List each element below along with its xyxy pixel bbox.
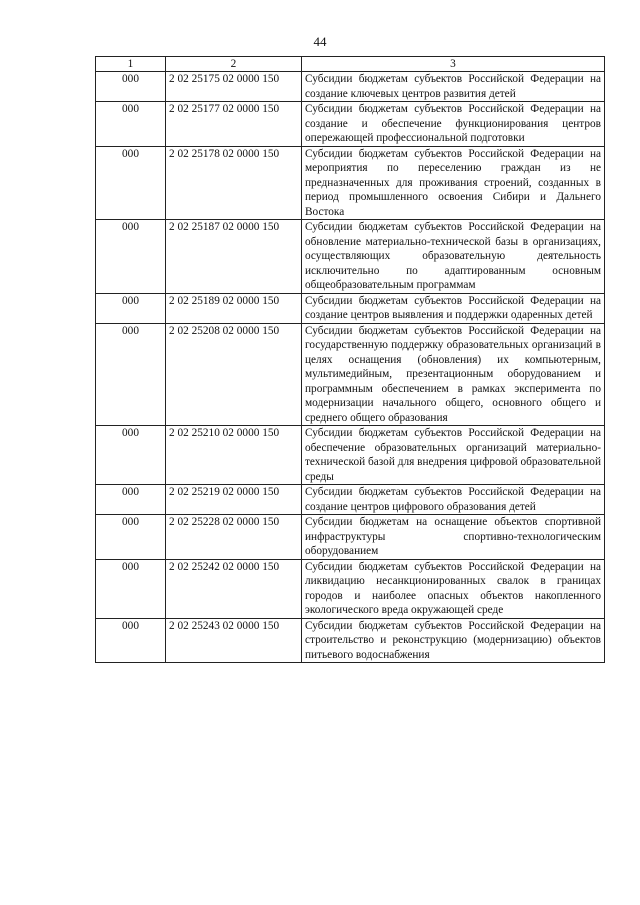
revenue-description: Субсидии бюджетам субъектов Российской Федерации на обновление материально-технической базы в организациях, осуществляющих образовательную деятельность исключительно по адаптированным основным общеобразовательным программам — [302, 220, 605, 294]
table-row — [96, 618, 605, 663]
table-row — [96, 323, 605, 426]
table-row — [96, 485, 605, 515]
admin-code: 000 — [96, 485, 166, 515]
revenue-code: 2 02 25187 02 0000 150 — [166, 220, 302, 294]
revenue-description: Субсидии бюджетам субъектов Российской Федерации на государственную поддержку образовательных организаций в целях оснащения (обновления) их компьютерным, мультимедийным, презентационным оборудованием и программным обеспечением в рамках эксперимента по модернизации начального общего, основного общего и среднего общего образования — [302, 323, 605, 426]
revenue-description: Субсидии бюджетам субъектов Российской Федерации на мероприятия по переселению граждан из не предназначенных для проживания строений, созданных в период промышленного освоения Сибири и Дальнего Востока — [302, 146, 605, 220]
revenue-code: 2 02 25243 02 0000 150 — [166, 618, 302, 663]
table-row — [96, 220, 605, 294]
revenue-description: Субсидии бюджетам субъектов Российской Федерации на обеспечение образовательных организаций материально-технической базой для внедрения цифровой образовательной среды — [302, 426, 605, 485]
table-row — [96, 102, 605, 147]
admin-code: 000 — [96, 102, 166, 147]
admin-code: 000 — [96, 72, 166, 102]
revenue-description: Субсидии бюджетам субъектов Российской Федерации на ликвидацию несанкционированных свалок в границах городов и наиболее опасных объектов накопленного экологического вреда окружающей среде — [302, 559, 605, 618]
revenue-description: Субсидии бюджетам субъектов Российской Федерации на создание и обеспечение функционирования центров опережающей профессиональной подготовки — [302, 102, 605, 147]
revenue-code: 2 02 25175 02 0000 150 — [166, 72, 302, 102]
revenue-code: 2 02 25208 02 0000 150 — [166, 323, 302, 426]
table-row — [96, 515, 605, 560]
revenue-code: 2 02 25242 02 0000 150 — [166, 559, 302, 618]
table-row — [96, 559, 605, 618]
revenue-description: Субсидии бюджетам субъектов Российской Федерации на строительство и реконструкцию (модернизацию) объектов питьевого водоснабжения — [302, 618, 605, 663]
revenue-code: 2 02 25178 02 0000 150 — [166, 146, 302, 220]
admin-code: 000 — [96, 426, 166, 485]
admin-code: 000 — [96, 146, 166, 220]
table-row — [96, 426, 605, 485]
revenue-description: Субсидии бюджетам субъектов Российской Федерации на создание ключевых центров развития детей — [302, 72, 605, 102]
budget-codes-table — [95, 56, 605, 663]
header-col-3: 3 — [302, 57, 605, 72]
revenue-code: 2 02 25177 02 0000 150 — [166, 102, 302, 147]
admin-code: 000 — [96, 323, 166, 426]
admin-code: 000 — [96, 618, 166, 663]
header-col-1: 1 — [96, 57, 166, 72]
revenue-code: 2 02 25189 02 0000 150 — [166, 293, 302, 323]
admin-code: 000 — [96, 559, 166, 618]
page-number: 44 — [313, 34, 327, 49]
table-row — [96, 72, 605, 102]
revenue-description: Субсидии бюджетам на оснащение объектов спортивной инфраструктуры спортивно-технологическим оборудованием — [302, 515, 605, 560]
revenue-code: 2 02 25210 02 0000 150 — [166, 426, 302, 485]
revenue-code: 2 02 25219 02 0000 150 — [166, 485, 302, 515]
revenue-description: Субсидии бюджетам субъектов Российской Федерации на создание центров выявления и поддержки одаренных детей — [302, 293, 605, 323]
table-header-row — [96, 57, 605, 72]
header-col-2: 2 — [166, 57, 302, 72]
admin-code: 000 — [96, 515, 166, 560]
revenue-code: 2 02 25228 02 0000 150 — [166, 515, 302, 560]
revenue-description: Субсидии бюджетам субъектов Российской Федерации на создание центров цифрового образования детей — [302, 485, 605, 515]
admin-code: 000 — [96, 220, 166, 294]
admin-code: 000 — [96, 293, 166, 323]
table-row — [96, 293, 605, 323]
table-row — [96, 146, 605, 220]
